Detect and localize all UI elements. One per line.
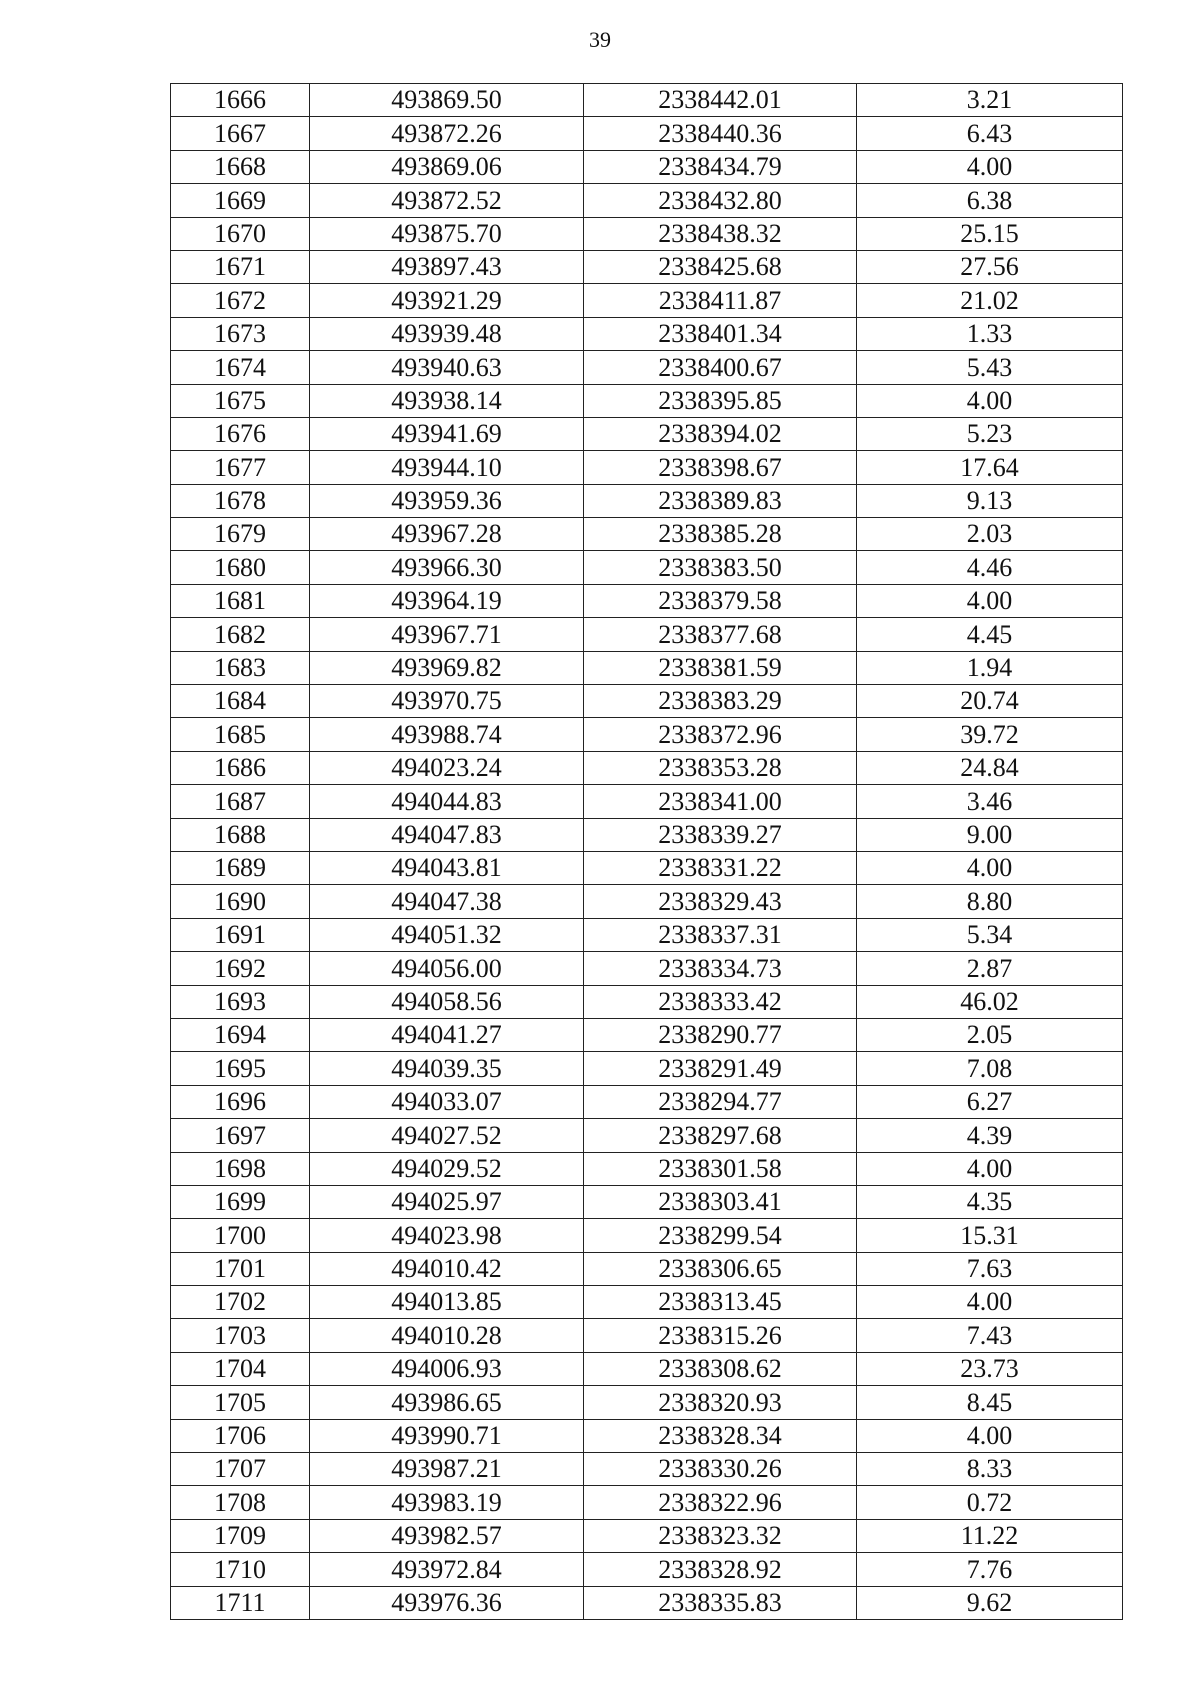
- distance-cell: 8.33: [857, 1453, 1123, 1486]
- x-coordinate-cell: 493987.21: [310, 1453, 584, 1486]
- y-coordinate-cell: 2338341.00: [584, 785, 857, 818]
- table-row: [171, 351, 1123, 384]
- y-coordinate-cell: 2338329.43: [584, 885, 857, 918]
- table-row: [171, 685, 1123, 718]
- point-number-cell: 1697: [171, 1119, 310, 1152]
- coordinates-table: [170, 83, 1123, 1620]
- table-row: [171, 1319, 1123, 1352]
- distance-cell: 3.46: [857, 785, 1123, 818]
- y-coordinate-cell: 2338290.77: [584, 1018, 857, 1051]
- y-coordinate-cell: 2338315.26: [584, 1319, 857, 1352]
- distance-cell: 4.35: [857, 1185, 1123, 1218]
- distance-cell: 6.43: [857, 117, 1123, 150]
- y-coordinate-cell: 2338372.96: [584, 718, 857, 751]
- distance-cell: 5.23: [857, 417, 1123, 450]
- x-coordinate-cell: 493940.63: [310, 351, 584, 384]
- x-coordinate-cell: 494043.81: [310, 851, 584, 884]
- distance-cell: 0.72: [857, 1486, 1123, 1519]
- x-coordinate-cell: 494041.27: [310, 1018, 584, 1051]
- y-coordinate-cell: 2338377.68: [584, 618, 857, 651]
- y-coordinate-cell: 2338306.65: [584, 1252, 857, 1285]
- table-row: [171, 818, 1123, 851]
- x-coordinate-cell: 493938.14: [310, 384, 584, 417]
- x-coordinate-cell: 493869.50: [310, 84, 584, 117]
- x-coordinate-cell: 494051.32: [310, 918, 584, 951]
- y-coordinate-cell: 2338383.50: [584, 551, 857, 584]
- distance-cell: 2.05: [857, 1018, 1123, 1051]
- table-row: [171, 885, 1123, 918]
- point-number-cell: 1682: [171, 618, 310, 651]
- table-row: [171, 584, 1123, 617]
- x-coordinate-cell: 493872.52: [310, 184, 584, 217]
- point-number-cell: 1676: [171, 417, 310, 450]
- distance-cell: 5.43: [857, 351, 1123, 384]
- y-coordinate-cell: 2338328.92: [584, 1553, 857, 1586]
- point-number-cell: 1689: [171, 851, 310, 884]
- table-row: [171, 851, 1123, 884]
- distance-cell: 27.56: [857, 250, 1123, 283]
- distance-cell: 1.94: [857, 651, 1123, 684]
- x-coordinate-cell: 493939.48: [310, 317, 584, 350]
- distance-cell: 17.64: [857, 451, 1123, 484]
- y-coordinate-cell: 2338400.67: [584, 351, 857, 384]
- x-coordinate-cell: 494029.52: [310, 1152, 584, 1185]
- distance-cell: 8.80: [857, 885, 1123, 918]
- x-coordinate-cell: 494023.98: [310, 1219, 584, 1252]
- table-row: [171, 785, 1123, 818]
- table-row: [171, 84, 1123, 117]
- distance-cell: 4.00: [857, 1419, 1123, 1452]
- table-row: [171, 117, 1123, 150]
- y-coordinate-cell: 2338301.58: [584, 1152, 857, 1185]
- x-coordinate-cell: 493872.26: [310, 117, 584, 150]
- y-coordinate-cell: 2338308.62: [584, 1352, 857, 1385]
- y-coordinate-cell: 2338328.34: [584, 1419, 857, 1452]
- table-row: [171, 217, 1123, 250]
- point-number-cell: 1675: [171, 384, 310, 417]
- point-number-cell: 1705: [171, 1386, 310, 1419]
- x-coordinate-cell: 494044.83: [310, 785, 584, 818]
- table-row: [171, 918, 1123, 951]
- point-number-cell: 1690: [171, 885, 310, 918]
- table-row: [171, 1553, 1123, 1586]
- x-coordinate-cell: 493964.19: [310, 584, 584, 617]
- distance-cell: 5.34: [857, 918, 1123, 951]
- y-coordinate-cell: 2338389.83: [584, 484, 857, 517]
- point-number-cell: 1707: [171, 1453, 310, 1486]
- table-row: [171, 1453, 1123, 1486]
- table-row: [171, 1419, 1123, 1452]
- x-coordinate-cell: 494058.56: [310, 985, 584, 1018]
- x-coordinate-cell: 493983.19: [310, 1486, 584, 1519]
- x-coordinate-cell: 493969.82: [310, 651, 584, 684]
- distance-cell: 23.73: [857, 1352, 1123, 1385]
- y-coordinate-cell: 2338299.54: [584, 1219, 857, 1252]
- table-row: [171, 1119, 1123, 1152]
- point-number-cell: 1678: [171, 484, 310, 517]
- point-number-cell: 1704: [171, 1352, 310, 1385]
- point-number-cell: 1681: [171, 584, 310, 617]
- table-row: [171, 618, 1123, 651]
- point-number-cell: 1698: [171, 1152, 310, 1185]
- table-row: [171, 1152, 1123, 1185]
- y-coordinate-cell: 2338330.26: [584, 1453, 857, 1486]
- y-coordinate-cell: 2338303.41: [584, 1185, 857, 1218]
- point-number-cell: 1670: [171, 217, 310, 250]
- y-coordinate-cell: 2338438.32: [584, 217, 857, 250]
- distance-cell: 6.38: [857, 184, 1123, 217]
- distance-cell: 39.72: [857, 718, 1123, 751]
- point-number-cell: 1667: [171, 117, 310, 150]
- table-row: [171, 150, 1123, 183]
- point-number-cell: 1711: [171, 1586, 310, 1619]
- table-row: [171, 1519, 1123, 1552]
- y-coordinate-cell: 2338333.42: [584, 985, 857, 1018]
- y-coordinate-cell: 2338337.31: [584, 918, 857, 951]
- y-coordinate-cell: 2338335.83: [584, 1586, 857, 1619]
- distance-cell: 15.31: [857, 1219, 1123, 1252]
- distance-cell: 24.84: [857, 751, 1123, 784]
- point-number-cell: 1694: [171, 1018, 310, 1051]
- y-coordinate-cell: 2338440.36: [584, 117, 857, 150]
- table-row: [171, 1052, 1123, 1085]
- point-number-cell: 1702: [171, 1286, 310, 1319]
- distance-cell: 46.02: [857, 985, 1123, 1018]
- x-coordinate-cell: 494006.93: [310, 1352, 584, 1385]
- distance-cell: 4.00: [857, 1286, 1123, 1319]
- point-number-cell: 1710: [171, 1553, 310, 1586]
- distance-cell: 25.15: [857, 217, 1123, 250]
- y-coordinate-cell: 2338334.73: [584, 952, 857, 985]
- point-number-cell: 1688: [171, 818, 310, 851]
- point-number-cell: 1687: [171, 785, 310, 818]
- table-row: [171, 417, 1123, 450]
- x-coordinate-cell: 494047.38: [310, 885, 584, 918]
- y-coordinate-cell: 2338385.28: [584, 518, 857, 551]
- y-coordinate-cell: 2338322.96: [584, 1486, 857, 1519]
- x-coordinate-cell: 494013.85: [310, 1286, 584, 1319]
- y-coordinate-cell: 2338339.27: [584, 818, 857, 851]
- y-coordinate-cell: 2338434.79: [584, 150, 857, 183]
- distance-cell: 4.00: [857, 584, 1123, 617]
- x-coordinate-cell: 493959.36: [310, 484, 584, 517]
- table-row: [171, 1352, 1123, 1385]
- y-coordinate-cell: 2338411.87: [584, 284, 857, 317]
- y-coordinate-cell: 2338383.29: [584, 685, 857, 718]
- distance-cell: 4.00: [857, 150, 1123, 183]
- distance-cell: 4.00: [857, 384, 1123, 417]
- y-coordinate-cell: 2338432.80: [584, 184, 857, 217]
- table-row: [171, 284, 1123, 317]
- x-coordinate-cell: 494033.07: [310, 1085, 584, 1118]
- distance-cell: 3.21: [857, 84, 1123, 117]
- table-row: [171, 518, 1123, 551]
- y-coordinate-cell: 2338394.02: [584, 417, 857, 450]
- y-coordinate-cell: 2338398.67: [584, 451, 857, 484]
- y-coordinate-cell: 2338297.68: [584, 1119, 857, 1152]
- x-coordinate-cell: 493941.69: [310, 417, 584, 450]
- x-coordinate-cell: 493897.43: [310, 250, 584, 283]
- table-row: [171, 1252, 1123, 1285]
- distance-cell: 4.46: [857, 551, 1123, 584]
- x-coordinate-cell: 493982.57: [310, 1519, 584, 1552]
- x-coordinate-cell: 494010.42: [310, 1252, 584, 1285]
- table-row: [171, 718, 1123, 751]
- y-coordinate-cell: 2338294.77: [584, 1085, 857, 1118]
- point-number-cell: 1709: [171, 1519, 310, 1552]
- point-number-cell: 1695: [171, 1052, 310, 1085]
- distance-cell: 9.13: [857, 484, 1123, 517]
- distance-cell: 8.45: [857, 1386, 1123, 1419]
- coordinates-table-body: [171, 84, 1123, 1620]
- x-coordinate-cell: 493976.36: [310, 1586, 584, 1619]
- point-number-cell: 1693: [171, 985, 310, 1018]
- table-row: [171, 651, 1123, 684]
- table-row: [171, 1386, 1123, 1419]
- table-row: [171, 484, 1123, 517]
- x-coordinate-cell: 493990.71: [310, 1419, 584, 1452]
- point-number-cell: 1708: [171, 1486, 310, 1519]
- table-row: [171, 952, 1123, 985]
- y-coordinate-cell: 2338353.28: [584, 751, 857, 784]
- x-coordinate-cell: 493967.28: [310, 518, 584, 551]
- point-number-cell: 1673: [171, 317, 310, 350]
- point-number-cell: 1672: [171, 284, 310, 317]
- x-coordinate-cell: 494027.52: [310, 1119, 584, 1152]
- table-row: [171, 384, 1123, 417]
- table-row: [171, 451, 1123, 484]
- y-coordinate-cell: 2338331.22: [584, 851, 857, 884]
- distance-cell: 21.02: [857, 284, 1123, 317]
- y-coordinate-cell: 2338291.49: [584, 1052, 857, 1085]
- distance-cell: 2.03: [857, 518, 1123, 551]
- point-number-cell: 1683: [171, 651, 310, 684]
- x-coordinate-cell: 493970.75: [310, 685, 584, 718]
- distance-cell: 20.74: [857, 685, 1123, 718]
- point-number-cell: 1706: [171, 1419, 310, 1452]
- y-coordinate-cell: 2338320.93: [584, 1386, 857, 1419]
- point-number-cell: 1680: [171, 551, 310, 584]
- y-coordinate-cell: 2338442.01: [584, 84, 857, 117]
- distance-cell: 4.45: [857, 618, 1123, 651]
- distance-cell: 4.39: [857, 1119, 1123, 1152]
- x-coordinate-cell: 493944.10: [310, 451, 584, 484]
- x-coordinate-cell: 494025.97: [310, 1185, 584, 1218]
- point-number-cell: 1699: [171, 1185, 310, 1218]
- y-coordinate-cell: 2338425.68: [584, 250, 857, 283]
- x-coordinate-cell: 493986.65: [310, 1386, 584, 1419]
- table-row: [171, 184, 1123, 217]
- point-number-cell: 1696: [171, 1085, 310, 1118]
- distance-cell: 1.33: [857, 317, 1123, 350]
- table-row: [171, 1185, 1123, 1218]
- table-row: [171, 1286, 1123, 1319]
- distance-cell: 11.22: [857, 1519, 1123, 1552]
- distance-cell: 7.08: [857, 1052, 1123, 1085]
- distance-cell: 4.00: [857, 851, 1123, 884]
- x-coordinate-cell: 493921.29: [310, 284, 584, 317]
- x-coordinate-cell: 494023.24: [310, 751, 584, 784]
- point-number-cell: 1703: [171, 1319, 310, 1352]
- point-number-cell: 1669: [171, 184, 310, 217]
- point-number-cell: 1692: [171, 952, 310, 985]
- x-coordinate-cell: 493869.06: [310, 150, 584, 183]
- distance-cell: 9.00: [857, 818, 1123, 851]
- distance-cell: 7.43: [857, 1319, 1123, 1352]
- table-row: [171, 250, 1123, 283]
- distance-cell: 4.00: [857, 1152, 1123, 1185]
- point-number-cell: 1685: [171, 718, 310, 751]
- table-row: [171, 751, 1123, 784]
- point-number-cell: 1700: [171, 1219, 310, 1252]
- distance-cell: 7.63: [857, 1252, 1123, 1285]
- x-coordinate-cell: 493966.30: [310, 551, 584, 584]
- point-number-cell: 1677: [171, 451, 310, 484]
- page-number: 39: [589, 27, 611, 52]
- x-coordinate-cell: 494056.00: [310, 952, 584, 985]
- table-row: [171, 1586, 1123, 1619]
- x-coordinate-cell: 493875.70: [310, 217, 584, 250]
- x-coordinate-cell: 494039.35: [310, 1052, 584, 1085]
- point-number-cell: 1679: [171, 518, 310, 551]
- table-row: [171, 551, 1123, 584]
- y-coordinate-cell: 2338395.85: [584, 384, 857, 417]
- x-coordinate-cell: 494010.28: [310, 1319, 584, 1352]
- point-number-cell: 1674: [171, 351, 310, 384]
- table-row: [171, 317, 1123, 350]
- table-row: [171, 1018, 1123, 1051]
- x-coordinate-cell: 493967.71: [310, 618, 584, 651]
- x-coordinate-cell: 493988.74: [310, 718, 584, 751]
- table-row: [171, 1085, 1123, 1118]
- distance-cell: 9.62: [857, 1586, 1123, 1619]
- point-number-cell: 1668: [171, 150, 310, 183]
- distance-cell: 2.87: [857, 952, 1123, 985]
- y-coordinate-cell: 2338313.45: [584, 1286, 857, 1319]
- point-number-cell: 1666: [171, 84, 310, 117]
- point-number-cell: 1686: [171, 751, 310, 784]
- y-coordinate-cell: 2338379.58: [584, 584, 857, 617]
- distance-cell: 6.27: [857, 1085, 1123, 1118]
- point-number-cell: 1684: [171, 685, 310, 718]
- table-row: [171, 985, 1123, 1018]
- distance-cell: 7.76: [857, 1553, 1123, 1586]
- y-coordinate-cell: 2338381.59: [584, 651, 857, 684]
- point-number-cell: 1691: [171, 918, 310, 951]
- x-coordinate-cell: 493972.84: [310, 1553, 584, 1586]
- table-row: [171, 1219, 1123, 1252]
- y-coordinate-cell: 2338323.32: [584, 1519, 857, 1552]
- x-coordinate-cell: 494047.83: [310, 818, 584, 851]
- point-number-cell: 1671: [171, 250, 310, 283]
- table-row: [171, 1486, 1123, 1519]
- y-coordinate-cell: 2338401.34: [584, 317, 857, 350]
- point-number-cell: 1701: [171, 1252, 310, 1285]
